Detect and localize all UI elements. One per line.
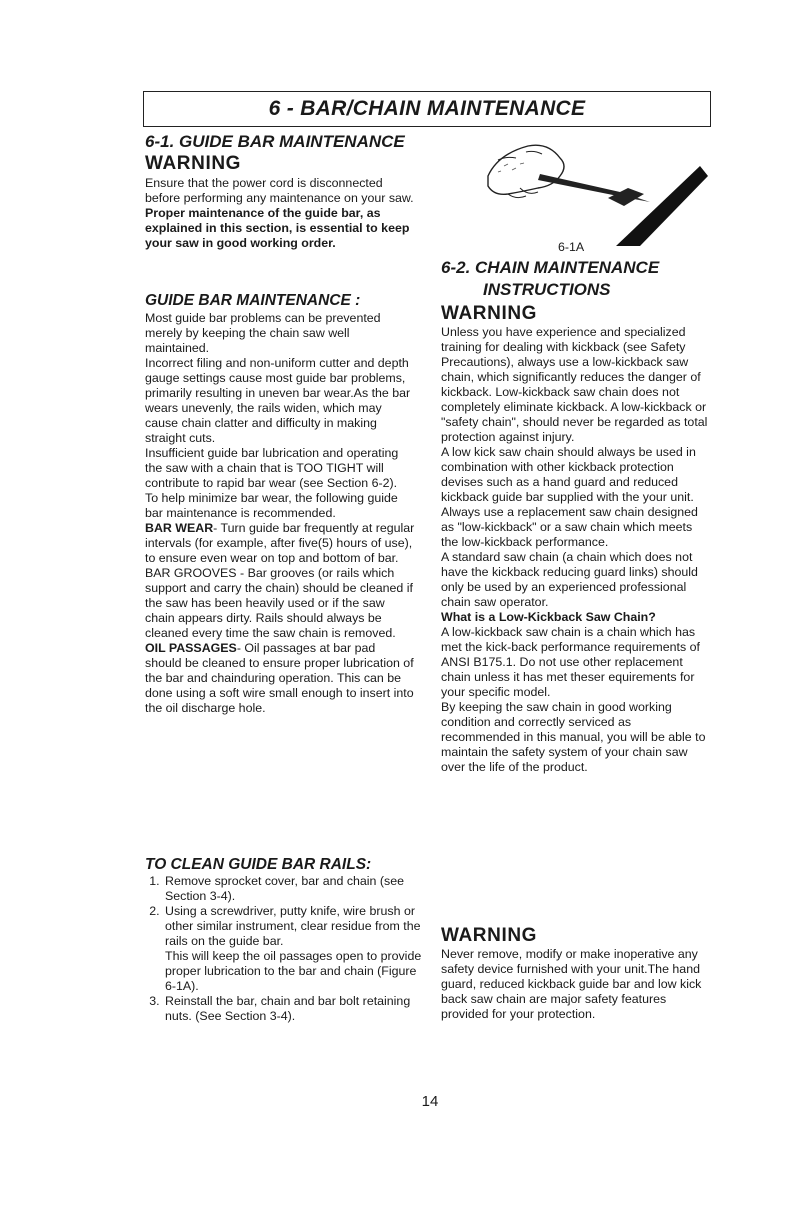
section-title-chain-line2: INSTRUCTIONS (483, 280, 611, 299)
paragraph: Unless you have experience and specialized training for dealing with kickback (see Safety Precautions), always use a low-kickback saw chain, which significantly reduces the danger of kickback. Low-kickback saw chain does not completely eliminate kickback. A low-kickback or "safety chain", should never be regarded as total protection against injury. (441, 325, 708, 444)
guide-bar-cleaning-illustration (468, 136, 708, 246)
section-title-guide-bar: 6-1. GUIDE BAR MAINTENANCE (145, 132, 405, 151)
oil-text: - Oil passages at bar pad should be cleaned to ensure proper lubrication of the bar and chainduring operation. This can be done using a soft wire small enough to insert into the oil discharge hole. (145, 641, 414, 715)
clean-rails-heading: TO CLEAN GUIDE BAR RAILS: (145, 856, 372, 873)
warning-2-text: Never remove, modify or make inoperative any safety device furnished with your unit.The hand guard, reduced kickback guide bar and low kick back saw chain are major safety features provided for your protection. (441, 947, 702, 1021)
guide-bar-maintenance-heading: GUIDE BAR MAINTENANCE : (145, 292, 361, 309)
paragraph-oil-passages (145, 641, 415, 716)
paragraph: A low-kickback saw chain is a chain which has met the kick-back performance requirements of ANSI B175.1. Do not use other replacement chain unless it has met theser equirements for your specific model. (441, 625, 700, 699)
paragraph: By keeping the saw chain in good working condition and correctly serviced as recommended in this manual, you will be able to maintain the safety system of your chain saw over the life of the product. (441, 700, 706, 774)
warning-heading: WARNING (145, 153, 242, 174)
chapter-header (143, 91, 711, 127)
warning-bold-text: Proper maintenance of the guide bar, as explained in this section, is essential to keep your saw in good working order. (145, 206, 410, 250)
figure-label: 6-1A (558, 240, 585, 254)
paragraph: A standard saw chain (a chain which does not have the kickback reducing guard links) should only be used by an experienced professional chain saw operator. (441, 550, 698, 609)
paragraph: Insufficient guide bar lubrication and operating the saw with a chain that is TOO TIGHT will contribute to rapid bar wear (see Section 6-2). (145, 446, 399, 490)
paragraph: To help minimize bar wear, the following guide bar maintenance is recommended. (145, 491, 398, 520)
guide-bar-text-block (145, 311, 415, 716)
low-kickback-question: What is a Low-Kickback Saw Chain? (441, 610, 656, 624)
paragraph: Most guide bar problems can be prevented merely by keeping the chain saw well maintained. (145, 311, 381, 355)
list-item: 3. Reinstall the bar, chain and bar bolt retaining nuts. (See Section 3-4). (163, 994, 425, 1024)
paragraph-bar-wear (145, 521, 415, 566)
chapter-title: 6 - BAR/CHAIN MAINTENANCE (268, 97, 586, 120)
paragraph: A low kick saw chain should always be used in combination with other kickback protection devises such as a hand guard and reduced kickback guide bar supplied with the your unit. (441, 445, 696, 504)
chain-text-block (441, 325, 711, 775)
warning-text (145, 176, 415, 251)
step2-extra: This will keep the oil passages open to provide proper lubrication to the bar and chain (Figure 6-1A). (165, 949, 422, 993)
paragraph-bar-grooves: BAR GROOVES - Bar grooves (or rails which support and carry the chain) should be cleaned if the saw has been heavily used or if the saw chain appears dirty. Rails should always be cleaned every time the saw chain is removed. (145, 566, 413, 640)
warning-body: Ensure that the power cord is disconnected before performing any maintenance on your saw. (145, 176, 414, 205)
paragraph: Incorrect filing and non-uniform cutter and depth gauge settings cause most guide bar problems, primarily resulting in uneven bar wear.As the bar wears unevenly, the rails widen, which may cause chain clatter and difficulty in making straight cuts. (145, 356, 411, 445)
bar-wear-text: - Turn guide bar frequently at regular intervals (for example, after five(5) hours of use), to ensure even wear on top and bottom of bar. (145, 521, 415, 565)
bar-wear-lead: BAR WEAR (145, 521, 214, 535)
warning-heading-chain: WARNING (441, 303, 538, 324)
cleaning-steps (145, 874, 425, 1024)
list-item: 1. Remove sprocket cover, bar and chain (see Section 3-4). (163, 874, 425, 904)
paragraph: Always use a replacement saw chain designed as "low-kickback" or a saw chain which meets the low-kickback performance. (441, 505, 698, 549)
list-item: 2. Using a screwdriver, putty knife, wire brush or other similar instrument, clear residue from the rails on the guide bar. This will keep the oil passages open to provide proper lubrication to the bar and chain (Figure 6-1A). (163, 904, 425, 994)
oil-lead: OIL PASSAGES (145, 641, 237, 655)
page-number: 14 (421, 1093, 439, 1110)
section-title-chain: 6-2. CHAIN MAINTENANCE (441, 258, 660, 277)
warning-heading-2: WARNING (441, 925, 538, 946)
